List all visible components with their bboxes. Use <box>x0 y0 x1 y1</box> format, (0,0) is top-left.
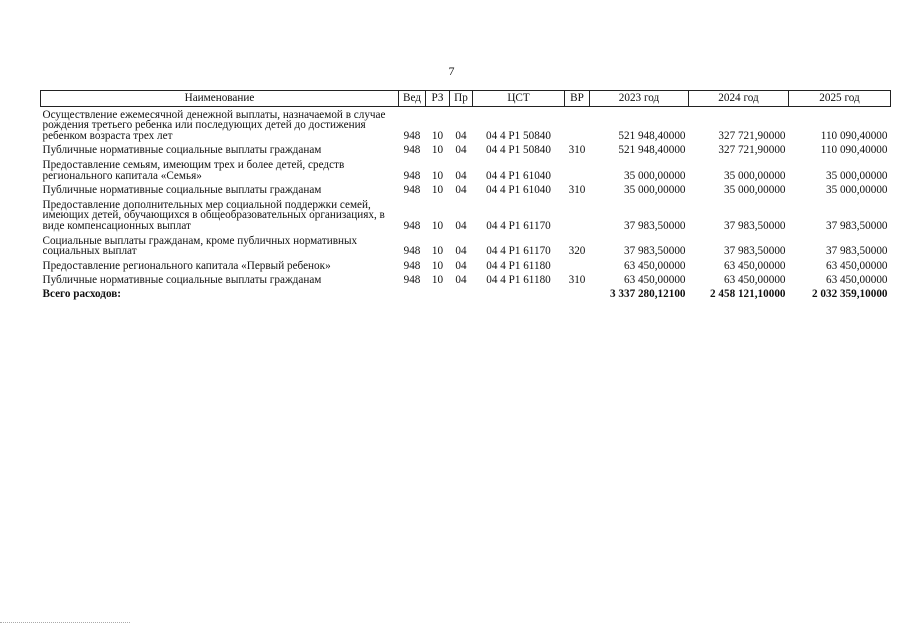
row-pr: 04 <box>455 169 467 182</box>
row-2025: 110 090,40000 <box>820 129 888 142</box>
row-2025: 37 983,50000 <box>825 245 888 258</box>
row-cst: 04 4 P1 61180 <box>486 274 551 287</box>
row-pr: 04 <box>455 259 467 272</box>
row-vr <box>565 258 590 273</box>
table-row <box>41 233 891 258</box>
row-name: Предоставление семьям, имеющим трех и более детей, средств регионального капитала «Семья» <box>42 158 345 182</box>
table-header-row <box>41 91 891 107</box>
row-rz: 10 <box>431 144 444 157</box>
expenditure-table <box>40 90 891 301</box>
table-row <box>41 258 891 273</box>
row-2024: 327 721,90000 <box>718 129 786 142</box>
row-rz: 10 <box>431 169 444 182</box>
row-ved: 948 <box>403 274 421 287</box>
row-pr: 04 <box>455 129 467 142</box>
row-2025: 35 000,00000 <box>825 184 888 197</box>
row-name: Публичные нормативные социальные выплаты гражданам <box>42 144 322 157</box>
row-name: Публичные нормативные социальные выплаты гражданам <box>42 184 322 197</box>
row-2024: 35 000,00000 <box>723 184 786 197</box>
row-vr: 310 <box>568 184 586 197</box>
row-rz: 10 <box>431 184 444 197</box>
row-2023: 521 948,40000 <box>618 144 686 157</box>
row-name: Предоставление дополнительных мер социальной поддержки семей, имеющих детей, обучающихся в общеобразовательных организациях, в виде компенсационных выплат <box>42 198 385 232</box>
row-2024: 37 983,50000 <box>723 219 786 232</box>
row-pr: 04 <box>455 184 467 197</box>
header-vr: ВР <box>565 91 590 107</box>
row-vr <box>565 197 590 233</box>
total-2024: 2 458 121,10000 <box>709 287 786 300</box>
row-2023: 37 983,50000 <box>623 219 686 232</box>
row-2025: 63 450,00000 <box>825 259 888 272</box>
row-cst: 04 4 P1 61040 <box>486 169 551 182</box>
table-row <box>41 106 891 142</box>
row-2023: 63 450,00000 <box>623 259 686 272</box>
table-row <box>41 157 891 182</box>
row-vr: 320 <box>568 245 586 258</box>
row-2024: 37 983,50000 <box>723 245 786 258</box>
row-2024: 63 450,00000 <box>723 259 786 272</box>
table-row <box>41 182 891 197</box>
row-pr: 04 <box>455 144 467 157</box>
row-rz: 10 <box>431 219 444 232</box>
row-ved: 948 <box>403 129 421 142</box>
row-rz: 10 <box>431 245 444 258</box>
row-name: Публичные нормативные социальные выплаты гражданам <box>42 274 322 287</box>
total-2025: 2 032 359,10000 <box>811 287 888 300</box>
table-row <box>41 142 891 157</box>
row-name: Предоставление регионального капитала «Первый ребенок» <box>42 259 331 272</box>
row-2024: 35 000,00000 <box>723 169 786 182</box>
row-vr: 310 <box>568 144 586 157</box>
row-ved: 948 <box>403 169 421 182</box>
row-ved: 948 <box>403 219 421 232</box>
row-vr: 310 <box>568 274 586 287</box>
row-2023: 521 948,40000 <box>618 129 686 142</box>
row-cst: 04 4 P1 61180 <box>486 259 551 272</box>
scan-artifact-line <box>0 622 130 624</box>
header-2023: 2023 год <box>590 91 689 107</box>
header-pr: Пр <box>450 91 473 107</box>
row-cst: 04 4 P1 61040 <box>486 184 551 197</box>
row-2023: 63 450,00000 <box>623 274 686 287</box>
row-rz: 10 <box>431 259 444 272</box>
row-2023: 35 000,00000 <box>623 169 686 182</box>
row-2024: 327 721,90000 <box>718 144 786 157</box>
header-2024: 2024 год <box>689 91 789 107</box>
header-name: Наименование <box>41 91 399 107</box>
row-vr <box>565 157 590 182</box>
table-row <box>41 272 891 287</box>
total-label: Всего расходов: <box>42 287 122 300</box>
row-name: Осуществление ежемесячной денежной выплаты, назначаемой в случае рождения третьего ребенка или последующих детей до достижения ребенком возраста трех лет <box>42 108 386 142</box>
row-ved: 948 <box>403 144 421 157</box>
row-ved: 948 <box>403 245 421 258</box>
row-2023: 37 983,50000 <box>623 245 686 258</box>
row-2025: 110 090,40000 <box>820 144 888 157</box>
row-pr: 04 <box>455 245 467 258</box>
row-2024: 63 450,00000 <box>723 274 786 287</box>
page-number: 7 <box>448 64 455 78</box>
row-2025: 37 983,50000 <box>825 219 888 232</box>
total-2023: 3 337 280,12100 <box>609 287 686 300</box>
row-pr: 04 <box>455 219 467 232</box>
row-2025: 63 450,00000 <box>825 274 888 287</box>
row-2023: 35 000,00000 <box>623 184 686 197</box>
row-ved: 948 <box>403 184 421 197</box>
row-cst: 04 4 P1 50840 <box>486 144 551 157</box>
row-2025: 35 000,00000 <box>825 169 888 182</box>
row-vr <box>565 106 590 142</box>
row-name: Социальные выплаты гражданам, кроме публичных нормативных социальных выплат <box>42 234 358 258</box>
header-rz: РЗ <box>426 91 450 107</box>
row-cst: 04 4 P1 50840 <box>486 129 551 142</box>
total-row <box>41 287 891 301</box>
header-2025: 2025 год <box>789 91 891 107</box>
row-cst: 04 4 P1 61170 <box>486 219 551 232</box>
row-rz: 10 <box>431 274 444 287</box>
row-rz: 10 <box>431 129 444 142</box>
row-pr: 04 <box>455 274 467 287</box>
header-cst: ЦСТ <box>473 91 565 107</box>
row-cst: 04 4 P1 61170 <box>486 245 551 258</box>
header-ved: Вед <box>399 91 426 107</box>
table-row <box>41 197 891 233</box>
row-ved: 948 <box>403 259 421 272</box>
